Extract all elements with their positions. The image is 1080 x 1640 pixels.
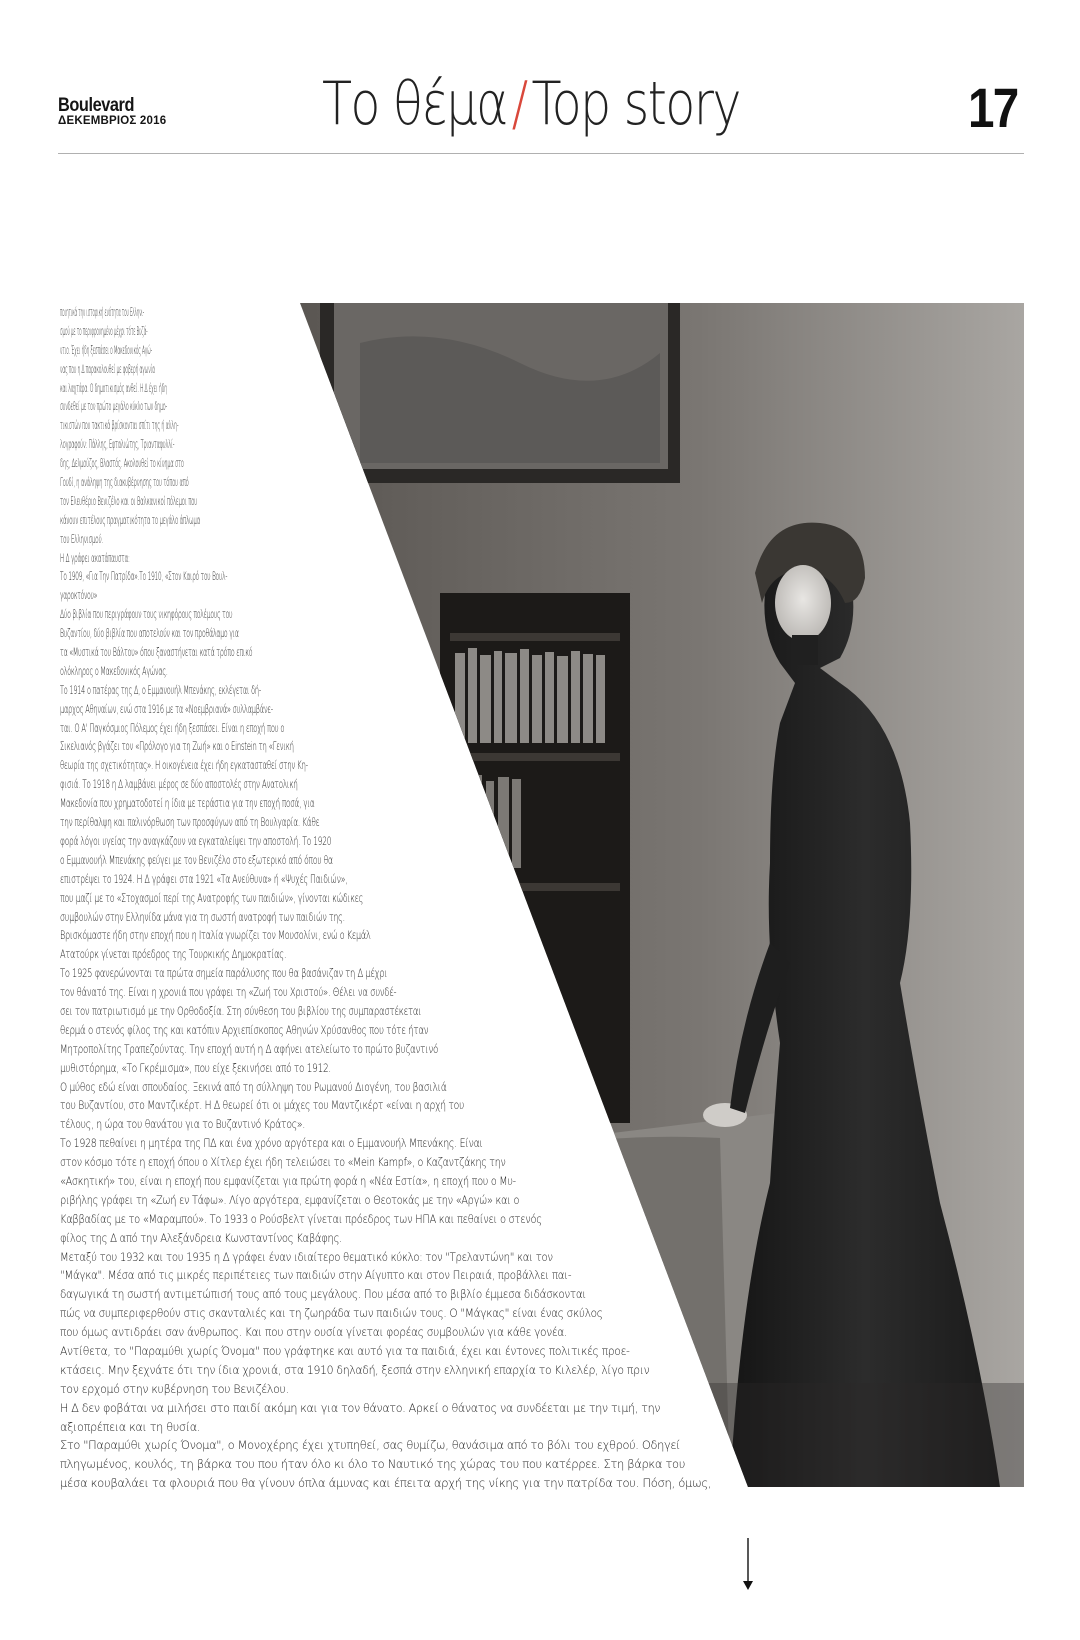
brand-name: Boulevard: [58, 95, 135, 116]
article-line: Η Δ γράφει ακατάπαυστα:: [60, 550, 130, 565]
article-line: Το 1914 ο πατέρας της Δ, ο Εμμανουήλ Μπενάκης, εκλέγεται δή-: [60, 682, 261, 697]
page-number: 17: [968, 76, 1018, 139]
article-line: τον Ελευθέριο Βενιζέλο και οι Βαλκανικοί πόλεμοι που: [60, 493, 198, 508]
article-line: μυθιστόρημα, «Το Γκρέμισμα», που είχε ξεκινήσει από το 1912.: [60, 1060, 331, 1075]
article-line: τον ερχομό στην κυβέρνηση του Βενιζέλου.: [60, 1381, 289, 1396]
article-line: φορά λόγοι υγείας την αναγκάζουν να εγκαταλείψει την αποστολή. Το 1920: [60, 833, 332, 848]
article-line: πώς να συμπεριφερθούν στις σκανταλιές και τη ζωηράδα των παιδιών τους. Ο "Μάγκας" είναι ένας σκύλος: [60, 1306, 603, 1321]
article-line: λογραφούν: Πάλλης, Εφταλιώτης, Τριανταφυλλί-: [60, 437, 175, 452]
article-line: ο Εμμανουήλ Μπενάκης φεύγει με τον Βενιζέλο στο εξωτερικό από όπου θα: [60, 852, 333, 867]
article-line: θερμά ο στενός φίλος της και κατόπιν Αρχιεπίσκοπος Αθηνών Χρύσανθος που τότε ήταν: [60, 1022, 429, 1037]
article-line: που όμως αντιδράει σαν άνθρωπος. Και που στην ουσία γίνεται φορέας συμβουλών για κάθε γονέα.: [60, 1325, 568, 1340]
article-line: Βρισκόμαστε ήδη στην εποχή που η Ιταλία γνωρίζει τον Μουσολίνι, ενώ ο Κεμάλ: [60, 928, 371, 943]
article-line: Μακεδονία που χρηματοδοτεί η ίδια με τεράστια για την εποχή ποσά, για: [60, 796, 315, 811]
article-line: σει τον πατριωτισμό με την Ορθοδοξία. Στη σύνθεση του βιβλίου της συμπαραστέκεται: [60, 1003, 422, 1018]
article-line: φίλος της Δ από την Αλεξάνδρεια Κωνσταντίνος Καβάφης.: [60, 1230, 343, 1245]
article-line: στον κόσμο τότε η εποχή όπου ο Χίτλερ έχει ήδη τελειώσει το «Mein Kampf», ο Καζαντζάκης την: [60, 1155, 506, 1170]
article-line: Το 1925 φανερώνονται τα πρώτα σημεία παράλυσης που θα βασάνιζαν τη Δ μέχρι: [60, 966, 388, 981]
article-line: Σικελιανός βγάζει τον «Πρόλογο για τη Ζωή» και ο Einstein τη «Γενική: [60, 739, 294, 754]
section-title-english: Top story: [531, 69, 740, 139]
article-line: νας που η Δ παρακολουθεί με φοβερή αγωνία: [60, 361, 155, 376]
article-line: Βυζαντίου, δύο βιβλία που αποτελούν και τον προθάλαμο για: [60, 626, 239, 641]
article-line: Ατατούρκ γίνεται πρόεδρος της Τουρκικής Δημοκρατίας.: [60, 947, 287, 962]
page-header: [0, 0, 1080, 160]
article-line: συνδεθεί με τον πρώτο μεγάλο κύκλο των δημο-: [60, 399, 168, 414]
article-line: Το 1928 πεθαίνει η μητέρα της ΠΔ και ένα χρόνο αργότερα και ο Εμμανουήλ Μπενάκης. Είναι: [60, 1136, 483, 1151]
article-line: Δύο βιβλία που περιγράφουν τους νικηφόρους πολέμους του: [60, 607, 233, 622]
article-line: και λαχτάρα. Ο δημοτικισμός ανθεί. Η Δ έχει ήδη: [60, 380, 167, 395]
article-line: δης, Δελμούζος, Βλαστός. Ακολουθεί το κίνημα στο: [60, 456, 184, 471]
brand-block: [58, 96, 166, 128]
article-line: Αντίθετα, το "Παραμύθι χωρίς Όνομα" που γράφτηκε και αυτό για τα παιδιά, έχει και έντονες πολιτικές προε-: [60, 1343, 630, 1358]
article-line: συμβουλών στην Ελληνίδα μάνα για τη σωστή ανατροφή των παιδιών της.: [60, 909, 345, 924]
article-line: που μαζί με το «Στοχασμοί περί της Ανατροφής των παιδιών», γίνονται κώδικες: [60, 890, 363, 905]
article-line: Μεταξύ του 1932 και του 1935 η Δ γράφει έναν ιδιαίτερο θεματικό κύκλο: τον "Τρελαντώνη" και τον: [60, 1249, 553, 1264]
article-line: "Μάγκα". Μέσα από τις μικρές περιπέτειες των παιδιών στην Αίγυπτο και στον Πειραιά, προβάλλει παι-: [60, 1268, 572, 1283]
article-line: σμού με το περιφρονημένο μέχρι τότε Βυζά-: [60, 323, 148, 338]
arrow-down-icon: [740, 1538, 756, 1590]
article-line: μέσα κουβαλάει τα φλουριά που θα γίνουν όπλα άμυνας και έπειτα αρχή της νίκης για την πατρίδα του. Πόση, όμως,: [60, 1476, 712, 1491]
section-title-greek: Το θέμα: [322, 69, 507, 139]
article-line: ντιο. Έχει ήδη ξεσπάσει ο Μακεδονικός Αγώ-: [60, 342, 153, 357]
article-line: Ο μύθος εδώ είναι σπουδαίος. Ξεκινά από τη σύλληψη του Ρωμανού Διογένη, του βασιλιά: [60, 1079, 447, 1094]
article-line: ται. Ο Α' Παγκόσμιος Πόλεμος έχει ήδη ξεσπάσει. Είναι η εποχή που ο: [60, 720, 285, 735]
article-line: πληγωμένος, κουλός, τη βάρκα του που ήταν όλο κι όλο το Ναυτικό της χώρας του που κατέρρεε. Στη βάρκα του: [60, 1457, 686, 1472]
article-line: γαροκτόνου»: [60, 588, 98, 603]
article-line: του Ελληνισμού.: [60, 531, 104, 546]
article-line: «Ασκητική» του, είναι η εποχή που εμφανίζεται για πρώτη φορά η «Νέα Εστία», η εποχή που ο Μυ-: [60, 1173, 516, 1188]
article-line: του Βυζαντίου, στο Μαντζικέρτ. Η Δ θεωρεί ότι οι μάχες του Μαντζικέρτ «είναι η αρχή του: [60, 1098, 465, 1113]
article-line: την περίθαλψη και παλινόρθωση των προσφύγων από τη Βουλγαρία. Κάθε: [60, 815, 320, 830]
article-line: Το 1909, «Για Την Πατρίδα».Το 1910, «Στον Καιρό του Βουλ-: [60, 569, 228, 584]
article-line: κάνουν επιτέλους πραγματικότητα το μεγάλο άπλωμα: [60, 512, 201, 527]
article-line: Γουδί, η ανάληψη της διακυβέρνησης του τόπου από: [60, 475, 189, 490]
article-line: Στο "Παραμύθι χωρίς Όνομα", ο Μονοχέρης έχει χτυπηθεί, σας θυμίζω, θανάσιμα από το βόλι του εχθρού. Οδηγεί: [60, 1438, 681, 1453]
article-line: επιστρέψει το 1924. Η Δ γράφει στα 1921 «Τα Ανεύθυνα» ή «Ψυχές Παιδιών»,: [60, 871, 348, 886]
article-line: κτάσεις. Μην ξεχνάτε ότι την ίδια χρονιά, στα 1910 δηλαδή, ξεσπά στην ελληνική επαρχία το Κιλελέρ, λίγο πριν: [60, 1362, 650, 1377]
article-line: φισιά. Το 1918 η Δ λαμβάνει μέρος σε δύο αποστολές στην Ανατολική: [60, 777, 298, 792]
article-line: τα «Μυστικά του Βάλτου» όπου ξαναστήνεται κατά τρόπο επικό: [60, 645, 253, 660]
article-line: Η Δ δεν φοβάται να μιλήσει στο παιδί ακόμη και για τον θάνατο. Αρκεί ο θάνατος να συνδέεται με την τιμή, την: [60, 1400, 661, 1415]
section-title-slash: /: [511, 69, 527, 139]
article-line: τον θάνατό της. Είναι η χρονιά που γράφει τη «Ζωή του Χριστού». Θέλει να συνδέ-: [60, 985, 397, 1000]
article-line: Καββαδίας με το «Μαραμπού». Το 1933 ο Ρούσβελτ γίνεται πρόεδρος των ΗΠΑ και πεθαίνει ο στενός: [60, 1211, 542, 1226]
article-line: ποιητικά την ιστορική ενότητα του Ελληνι-: [60, 305, 145, 319]
article-line: τικιστών που τακτικά βρίσκονται σπίτι της ή αλλη-: [60, 418, 179, 433]
article-line: Μητροπολίτης Τραπεζούντας. Την εποχή αυτή η Δ αφήνει ατελείωτο το πρώτο βυζαντινό: [60, 1041, 439, 1056]
article-body: [60, 303, 750, 1493]
header-rule: [58, 153, 1024, 154]
article-line: αξιοπρέπεια και τη θυσία.: [60, 1419, 201, 1434]
section-title: [322, 69, 740, 139]
article-line: μαρχος Αθηναίων, ενώ στα 1916 με τα «Νοεμβριανά» συλλαμβάνε-: [60, 701, 273, 716]
article-line: ολόκληρος ο Μακεδονικός Αγώνας.: [60, 663, 168, 678]
article-line: θεωρία της σχετικότητας». Η οικογένεια έχει ήδη εγκατασταθεί στην Κη-: [60, 758, 308, 773]
issue-date: ΔΕΚΕΜΒΡΙΟΣ 2016: [58, 115, 167, 127]
article-line: δαγωγικά τη σωστή αντιμετώπισή τους από τους μεγάλους. Που μέσα από το βιβλίο έμμεσα διδάσκονται: [60, 1287, 587, 1302]
article-line: ριβήλης γράφει τη «Ζωή εν Τάφω». Λίγο αργότερα, εμφανίζεται ο Θεοτοκάς με την «Αργώ» και ο: [60, 1192, 520, 1207]
article-line: τέλους, η ώρα του θανάτου για το Βυζαντινό Κράτος».: [60, 1117, 305, 1132]
